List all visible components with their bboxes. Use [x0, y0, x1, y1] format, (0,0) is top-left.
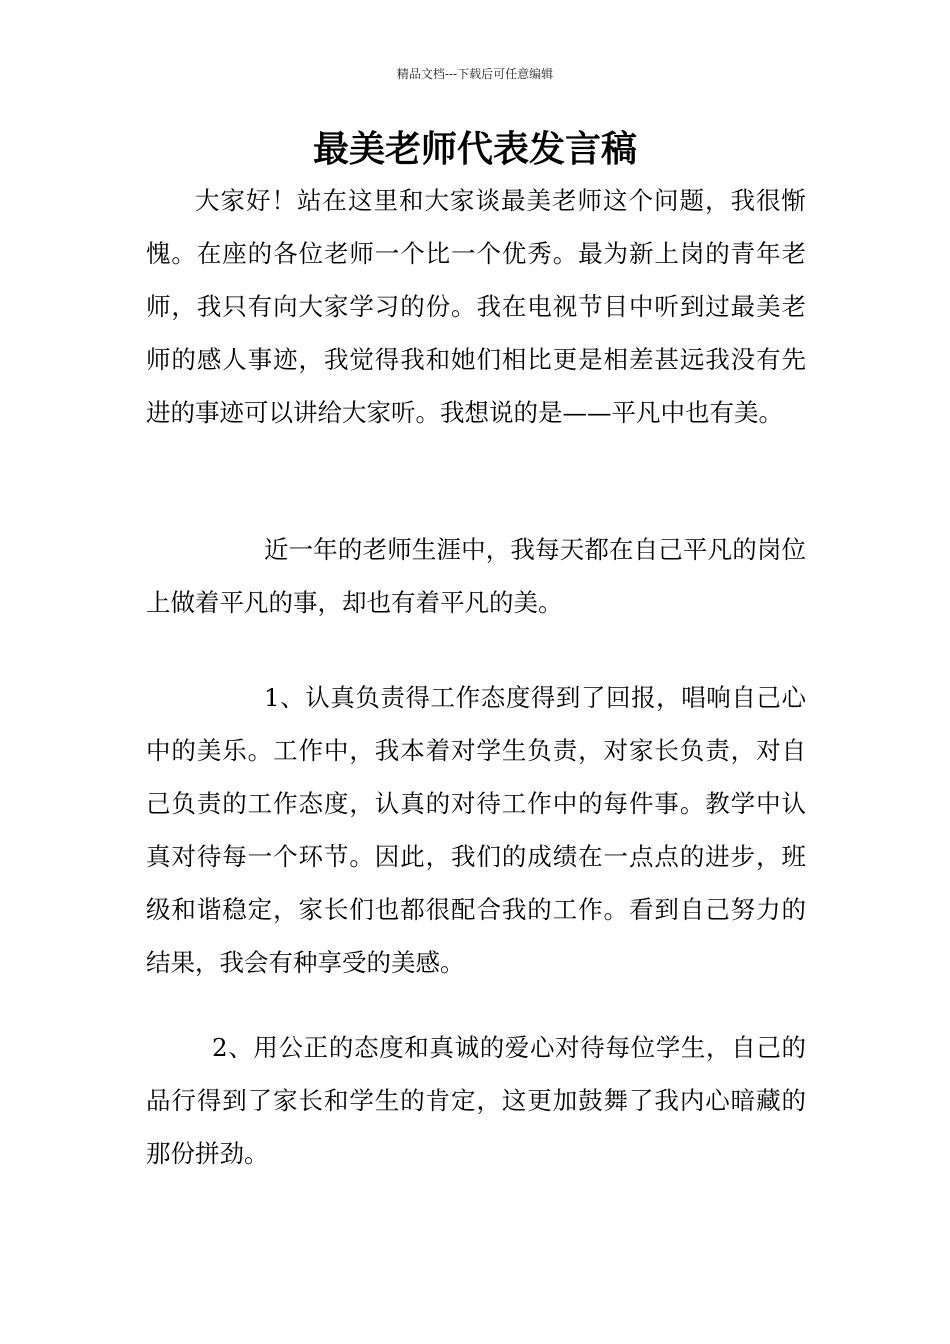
document-title: 最美老师代表发言稿 [312, 129, 637, 170]
paragraph-greeting: 大家好！站在这里和大家谈最美老师这个问题，我很惭愧。在座的各位老师一个比一个优秀。最为新上岗的青年老师，我只有向大家学习的份。我在电视节目中听到过最美老师的感人事迹，我觉得我和她们相比更是相差甚远我没有先进的事迹可以讲给大家听。我想说的是——平凡中也有美。 [146, 186, 806, 427]
paragraph-point-2: 2、用公正的态度和真诚的爱心对待每位学生，自己的品行得到了家长和学生的肯定，这更加鼓舞了我内心暗藏的那份拼劲。 [146, 1033, 806, 1168]
header-note: 精品文档---下载后可任意编辑 [396, 67, 554, 81]
paragraph-career: 近一年的老师生涯中，我每天都在自己平凡的岗位上做着平凡的事，却也有着平凡的美。 [146, 535, 806, 617]
paragraph-point-1: 1、认真负责得工作态度得到了回报，唱响自己心中的美乐。工作中，我本着对学生负责，对家长负责，对自己负责的工作态度，认真的对待工作中的每件事。教学中认真对待每一个环节。因此，我们的成绩在一点点的进步，班级和谐稳定，家长们也都很配合我的工作。看到自己努力的结果，我会有种享受的美感。 [146, 683, 806, 977]
